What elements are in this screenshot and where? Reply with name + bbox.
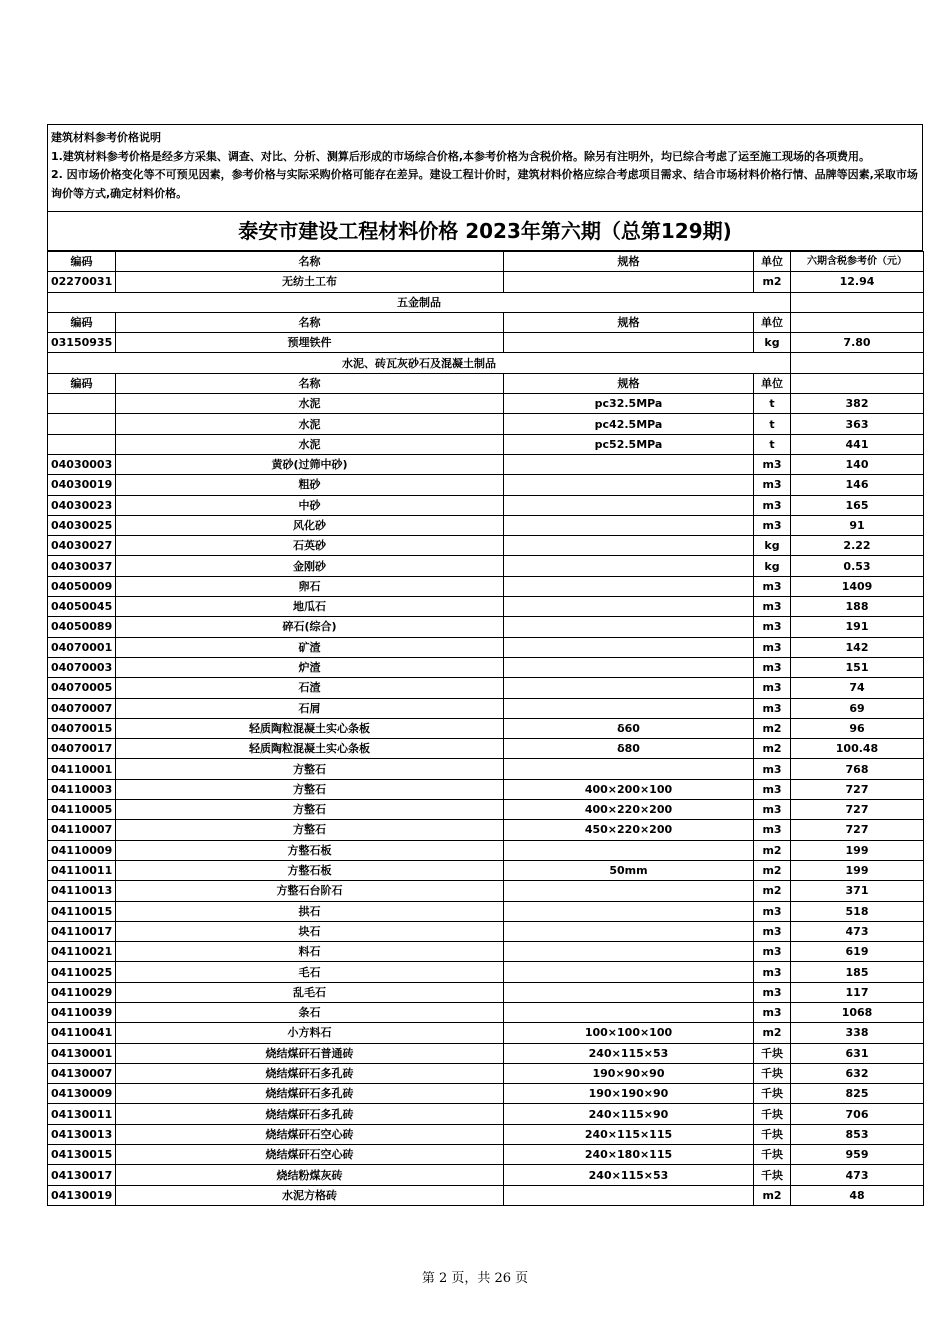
cell-code: 04110003 bbox=[48, 779, 116, 799]
cell-code: 04130015 bbox=[48, 1145, 116, 1165]
cell-name: 石英砂 bbox=[116, 536, 504, 556]
cell-price: 727 bbox=[791, 800, 924, 820]
cell-name: 毛石 bbox=[116, 962, 504, 982]
cell-unit: m2 bbox=[754, 881, 791, 901]
cell-spec: pc32.5MPa bbox=[504, 394, 754, 414]
cell-name: 石屑 bbox=[116, 698, 504, 718]
cell-unit: m3 bbox=[754, 982, 791, 1002]
table-row bbox=[48, 942, 924, 962]
table-row bbox=[48, 454, 924, 474]
table-row bbox=[48, 1002, 924, 1022]
cell-name: 方整石板 bbox=[116, 860, 504, 880]
cell-spec: 190×190×90 bbox=[504, 1084, 754, 1104]
table-row bbox=[48, 637, 924, 657]
table-row bbox=[48, 333, 924, 353]
cell-code: 04130017 bbox=[48, 1165, 116, 1185]
cell-unit: m3 bbox=[754, 779, 791, 799]
cell-price: 191 bbox=[791, 617, 924, 637]
cell-name: 方整石 bbox=[116, 759, 504, 779]
cell-price: 74 bbox=[791, 678, 924, 698]
cell-unit: m3 bbox=[754, 759, 791, 779]
table-row bbox=[48, 576, 924, 596]
cell-name: 烧结煤矸石多孔砖 bbox=[116, 1104, 504, 1124]
table-row bbox=[48, 1145, 924, 1165]
cell-unit: t bbox=[754, 434, 791, 454]
cell-spec bbox=[504, 617, 754, 637]
cell-unit: 千块 bbox=[754, 1104, 791, 1124]
notes-heading: 建筑材料参考价格说明 bbox=[51, 131, 161, 144]
cell-spec: pc42.5MPa bbox=[504, 414, 754, 434]
notes-block bbox=[47, 124, 923, 211]
table-row bbox=[48, 860, 924, 880]
cell-name: 料石 bbox=[116, 942, 504, 962]
cell-name: 预埋铁件 bbox=[116, 333, 504, 353]
cell-code: 04130019 bbox=[48, 1185, 116, 1205]
cell-code: 编码 bbox=[48, 373, 116, 393]
cell-unit: m3 bbox=[754, 495, 791, 515]
cell-unit: 单位 bbox=[754, 312, 791, 332]
cell-name: 水泥 bbox=[116, 414, 504, 434]
cell-name: 水泥方格砖 bbox=[116, 1185, 504, 1205]
cell-spec bbox=[504, 901, 754, 921]
cell-code: 04130007 bbox=[48, 1063, 116, 1083]
table-row bbox=[48, 779, 924, 799]
header-price: 六期含税参考价（元） bbox=[791, 252, 924, 272]
table-row bbox=[48, 495, 924, 515]
cell-unit: m2 bbox=[754, 272, 791, 292]
cell-price: 96 bbox=[791, 718, 924, 738]
cell-spec bbox=[504, 840, 754, 860]
cell-spec: 240×115×115 bbox=[504, 1124, 754, 1144]
cell-name: 烧结煤矸石空心砖 bbox=[116, 1124, 504, 1144]
cell-name: 条石 bbox=[116, 1002, 504, 1022]
cell-price: 151 bbox=[791, 657, 924, 677]
cell-price: 371 bbox=[791, 881, 924, 901]
cell-unit: m2 bbox=[754, 860, 791, 880]
cell-spec bbox=[504, 657, 754, 677]
cell-name: 轻质陶粒混凝土实心条板 bbox=[116, 718, 504, 738]
cell-price: 142 bbox=[791, 637, 924, 657]
price-table bbox=[47, 251, 924, 1206]
cell-unit: m3 bbox=[754, 820, 791, 840]
table-row bbox=[48, 556, 924, 576]
cell-spec bbox=[504, 759, 754, 779]
cell-unit: m3 bbox=[754, 921, 791, 941]
table-row bbox=[48, 921, 924, 941]
notes-line-2: 2. 因市场价格变化等不可预见因素，参考价格与实际采购价格可能存在差异。建设工程计价时，建筑材料价格应综合考虑项目需求、结合市场材料价格行情、品牌等因素,采取市场询价等方式,确定材料价格。 bbox=[51, 168, 918, 200]
section-row bbox=[48, 353, 924, 373]
table-body bbox=[48, 272, 924, 1206]
cell-price: 199 bbox=[791, 860, 924, 880]
cell-price: 632 bbox=[791, 1063, 924, 1083]
table-row bbox=[48, 962, 924, 982]
cell-code: 04070003 bbox=[48, 657, 116, 677]
table-row bbox=[48, 434, 924, 454]
cell-price: 7.80 bbox=[791, 333, 924, 353]
cell-price: 1409 bbox=[791, 576, 924, 596]
cell-code: 04110029 bbox=[48, 982, 116, 1002]
cell-price: 727 bbox=[791, 820, 924, 840]
cell-price: 199 bbox=[791, 840, 924, 860]
header-code: 编码 bbox=[48, 252, 116, 272]
cell-code bbox=[48, 394, 116, 414]
section-title: 水泥、砖瓦灰砂石及混凝土制品 bbox=[48, 353, 791, 373]
cell-price: 382 bbox=[791, 394, 924, 414]
cell-code bbox=[48, 414, 116, 434]
cell-price: 146 bbox=[791, 475, 924, 495]
cell-spec bbox=[504, 556, 754, 576]
cell-unit: 千块 bbox=[754, 1145, 791, 1165]
cell-price: 185 bbox=[791, 962, 924, 982]
cell-price: 100.48 bbox=[791, 739, 924, 759]
cell-code: 04070005 bbox=[48, 678, 116, 698]
cell-unit: m3 bbox=[754, 617, 791, 637]
table-row bbox=[48, 1084, 924, 1104]
cell-spec bbox=[504, 475, 754, 495]
cell-price: 338 bbox=[791, 1023, 924, 1043]
cell-spec: 400×220×200 bbox=[504, 800, 754, 820]
cell-name: 轻质陶粒混凝土实心条板 bbox=[116, 739, 504, 759]
cell-code: 04030003 bbox=[48, 454, 116, 474]
cell-price bbox=[791, 312, 924, 332]
cell-code: 04110001 bbox=[48, 759, 116, 779]
cell-spec: 240×115×53 bbox=[504, 1043, 754, 1063]
cell-code: 04110021 bbox=[48, 942, 116, 962]
cell-spec: 50mm bbox=[504, 860, 754, 880]
cell-code: 04110005 bbox=[48, 800, 116, 820]
cell-unit: t bbox=[754, 414, 791, 434]
table-row bbox=[48, 272, 924, 292]
cell-price: 706 bbox=[791, 1104, 924, 1124]
cell-price: 473 bbox=[791, 921, 924, 941]
table-row bbox=[48, 698, 924, 718]
cell-code: 04130011 bbox=[48, 1104, 116, 1124]
cell-spec bbox=[504, 1185, 754, 1205]
table-row bbox=[48, 414, 924, 434]
table-row bbox=[48, 1063, 924, 1083]
cell-unit: m2 bbox=[754, 840, 791, 860]
cell-unit: 千块 bbox=[754, 1124, 791, 1144]
cell-price: 853 bbox=[791, 1124, 924, 1144]
table-row bbox=[48, 1104, 924, 1124]
cell-name: 块石 bbox=[116, 921, 504, 941]
cell-name: 水泥 bbox=[116, 394, 504, 414]
cell-spec bbox=[504, 536, 754, 556]
cell-price: 825 bbox=[791, 1084, 924, 1104]
sheet-title: 泰安市建设工程材料价格 2023年第六期（总第129期) bbox=[47, 211, 923, 251]
cell-price: 91 bbox=[791, 515, 924, 535]
cell-price: 1068 bbox=[791, 1002, 924, 1022]
table-row bbox=[48, 718, 924, 738]
cell-spec bbox=[504, 678, 754, 698]
cell-code: 04030019 bbox=[48, 475, 116, 495]
cell-unit: m3 bbox=[754, 475, 791, 495]
section-row bbox=[48, 292, 924, 312]
cell-spec bbox=[504, 698, 754, 718]
cell-price: 2.22 bbox=[791, 536, 924, 556]
cell-name: 烧结粉煤灰砖 bbox=[116, 1165, 504, 1185]
cell-unit: 千块 bbox=[754, 1043, 791, 1063]
cell-price: 518 bbox=[791, 901, 924, 921]
page-footer: 第 2 页，共 26 页 bbox=[421, 1271, 529, 1286]
cell-unit: m3 bbox=[754, 637, 791, 657]
cell-code: 04130009 bbox=[48, 1084, 116, 1104]
cell-code: 04050045 bbox=[48, 597, 116, 617]
cell-code bbox=[48, 434, 116, 454]
cell-name: 风化砂 bbox=[116, 515, 504, 535]
table-row bbox=[48, 475, 924, 495]
cell-code: 04110011 bbox=[48, 860, 116, 880]
table-row bbox=[48, 1124, 924, 1144]
cell-name: 名称 bbox=[116, 312, 504, 332]
cell-price: 768 bbox=[791, 759, 924, 779]
cell-name: 金刚砂 bbox=[116, 556, 504, 576]
cell-price: 473 bbox=[791, 1165, 924, 1185]
cell-spec: δ80 bbox=[504, 739, 754, 759]
cell-name: 地瓜石 bbox=[116, 597, 504, 617]
cell-name: 烧结煤矸石多孔砖 bbox=[116, 1084, 504, 1104]
table-row bbox=[48, 759, 924, 779]
table-row bbox=[48, 982, 924, 1002]
table-row bbox=[48, 1023, 924, 1043]
cell-unit: m3 bbox=[754, 1002, 791, 1022]
cell-spec: pc52.5MPa bbox=[504, 434, 754, 454]
cell-name: 方整石 bbox=[116, 820, 504, 840]
cell-name: 卵石 bbox=[116, 576, 504, 596]
cell-unit: m3 bbox=[754, 454, 791, 474]
cell-spec: 240×115×90 bbox=[504, 1104, 754, 1124]
cell-code: 04130013 bbox=[48, 1124, 116, 1144]
cell-unit: kg bbox=[754, 556, 791, 576]
cell-code: 03150935 bbox=[48, 333, 116, 353]
table-row bbox=[48, 617, 924, 637]
cell-price: 140 bbox=[791, 454, 924, 474]
cell-unit: m2 bbox=[754, 1023, 791, 1043]
table-row bbox=[48, 820, 924, 840]
table-row bbox=[48, 1043, 924, 1063]
cell-unit: m2 bbox=[754, 1185, 791, 1205]
table-row bbox=[48, 739, 924, 759]
cell-code: 04110039 bbox=[48, 1002, 116, 1022]
cell-spec: 240×180×115 bbox=[504, 1145, 754, 1165]
cell-unit: m2 bbox=[754, 718, 791, 738]
cell-name: 名称 bbox=[116, 373, 504, 393]
cell-name: 小方料石 bbox=[116, 1023, 504, 1043]
table-row bbox=[48, 597, 924, 617]
table-row bbox=[48, 657, 924, 677]
cell-unit: m3 bbox=[754, 657, 791, 677]
cell-code: 04070015 bbox=[48, 718, 116, 738]
cell-spec bbox=[504, 272, 754, 292]
cell-spec bbox=[504, 495, 754, 515]
cell-spec: δ60 bbox=[504, 718, 754, 738]
cell-spec: 450×220×200 bbox=[504, 820, 754, 840]
cell-code: 04030023 bbox=[48, 495, 116, 515]
cell-spec bbox=[504, 982, 754, 1002]
cell-spec: 规格 bbox=[504, 312, 754, 332]
cell-name: 石渣 bbox=[116, 678, 504, 698]
cell-unit: kg bbox=[754, 536, 791, 556]
cell-spec: 100×100×100 bbox=[504, 1023, 754, 1043]
cell-price: 631 bbox=[791, 1043, 924, 1063]
table-row bbox=[48, 901, 924, 921]
cell-spec bbox=[504, 942, 754, 962]
cell-name: 黄砂(过筛中砂) bbox=[116, 454, 504, 474]
table-row bbox=[48, 1185, 924, 1205]
cell-price: 959 bbox=[791, 1145, 924, 1165]
cell-spec bbox=[504, 637, 754, 657]
table-row bbox=[48, 840, 924, 860]
cell-code: 04050089 bbox=[48, 617, 116, 637]
cell-price: 727 bbox=[791, 779, 924, 799]
section-blank-cell bbox=[791, 292, 924, 312]
cell-code: 04110017 bbox=[48, 921, 116, 941]
table-header-row bbox=[48, 252, 924, 272]
cell-name: 烧结煤矸石普通砖 bbox=[116, 1043, 504, 1063]
table-row bbox=[48, 515, 924, 535]
table-row bbox=[48, 312, 924, 332]
notes-line-1: 1.建筑材料参考价格是经多方采集、调查、对比、分析、测算后形成的市场综合价格,本参考价格为含税价格。除另有注明外，均已综合考虑了运至施工现场的各项费用。 bbox=[51, 149, 871, 163]
cell-spec bbox=[504, 576, 754, 596]
section-blank-cell bbox=[791, 353, 924, 373]
table-row bbox=[48, 800, 924, 820]
cell-price: 441 bbox=[791, 434, 924, 454]
cell-unit: m3 bbox=[754, 901, 791, 921]
cell-spec bbox=[504, 333, 754, 353]
header-spec: 规格 bbox=[504, 252, 754, 272]
cell-code: 02270031 bbox=[48, 272, 116, 292]
cell-unit: m3 bbox=[754, 942, 791, 962]
cell-price: 363 bbox=[791, 414, 924, 434]
cell-name: 乱毛石 bbox=[116, 982, 504, 1002]
cell-name: 方整石 bbox=[116, 800, 504, 820]
cell-spec bbox=[504, 881, 754, 901]
cell-spec: 240×115×53 bbox=[504, 1165, 754, 1185]
cell-code: 04030025 bbox=[48, 515, 116, 535]
cell-price: 619 bbox=[791, 942, 924, 962]
cell-spec bbox=[504, 921, 754, 941]
cell-name: 炉渣 bbox=[116, 657, 504, 677]
header-name: 名称 bbox=[116, 252, 504, 272]
cell-unit: t bbox=[754, 394, 791, 414]
cell-spec bbox=[504, 962, 754, 982]
price-sheet bbox=[47, 124, 923, 1206]
table-row bbox=[48, 678, 924, 698]
cell-code: 04110009 bbox=[48, 840, 116, 860]
cell-code: 04050009 bbox=[48, 576, 116, 596]
cell-code: 编码 bbox=[48, 312, 116, 332]
cell-unit: 千块 bbox=[754, 1165, 791, 1185]
cell-code: 04110041 bbox=[48, 1023, 116, 1043]
section-title: 五金制品 bbox=[48, 292, 791, 312]
cell-code: 04110013 bbox=[48, 881, 116, 901]
table-row bbox=[48, 373, 924, 393]
cell-name: 无纺土工布 bbox=[116, 272, 504, 292]
cell-unit: m3 bbox=[754, 515, 791, 535]
cell-name: 方整石 bbox=[116, 779, 504, 799]
cell-name: 烧结煤矸石空心砖 bbox=[116, 1145, 504, 1165]
cell-name: 碎石(综合) bbox=[116, 617, 504, 637]
table-row bbox=[48, 536, 924, 556]
cell-name: 方整石台阶石 bbox=[116, 881, 504, 901]
cell-code: 04070007 bbox=[48, 698, 116, 718]
table-row bbox=[48, 881, 924, 901]
cell-price: 117 bbox=[791, 982, 924, 1002]
cell-spec bbox=[504, 1002, 754, 1022]
cell-name: 中砂 bbox=[116, 495, 504, 515]
cell-price: 0.53 bbox=[791, 556, 924, 576]
cell-code: 04130001 bbox=[48, 1043, 116, 1063]
cell-unit: m3 bbox=[754, 800, 791, 820]
cell-unit: 千块 bbox=[754, 1084, 791, 1104]
cell-code: 04070001 bbox=[48, 637, 116, 657]
cell-name: 矿渣 bbox=[116, 637, 504, 657]
cell-spec: 190×90×90 bbox=[504, 1063, 754, 1083]
cell-unit: 千块 bbox=[754, 1063, 791, 1083]
cell-unit: kg bbox=[754, 333, 791, 353]
cell-spec bbox=[504, 597, 754, 617]
cell-code: 04110015 bbox=[48, 901, 116, 921]
cell-code: 04110025 bbox=[48, 962, 116, 982]
cell-name: 粗砂 bbox=[116, 475, 504, 495]
cell-price bbox=[791, 373, 924, 393]
cell-unit: 单位 bbox=[754, 373, 791, 393]
cell-unit: m3 bbox=[754, 678, 791, 698]
table-row bbox=[48, 394, 924, 414]
cell-code: 04030027 bbox=[48, 536, 116, 556]
cell-price: 69 bbox=[791, 698, 924, 718]
cell-unit: m2 bbox=[754, 739, 791, 759]
cell-code: 04030037 bbox=[48, 556, 116, 576]
cell-code: 04110007 bbox=[48, 820, 116, 840]
cell-name: 拱石 bbox=[116, 901, 504, 921]
cell-unit: m3 bbox=[754, 698, 791, 718]
cell-spec: 规格 bbox=[504, 373, 754, 393]
cell-unit: m3 bbox=[754, 962, 791, 982]
table-row bbox=[48, 1165, 924, 1185]
cell-price: 188 bbox=[791, 597, 924, 617]
cell-unit: m3 bbox=[754, 576, 791, 596]
cell-name: 烧结煤矸石多孔砖 bbox=[116, 1063, 504, 1083]
cell-price: 48 bbox=[791, 1185, 924, 1205]
cell-code: 04070017 bbox=[48, 739, 116, 759]
cell-spec bbox=[504, 454, 754, 474]
cell-price: 165 bbox=[791, 495, 924, 515]
cell-unit: m3 bbox=[754, 597, 791, 617]
cell-spec bbox=[504, 515, 754, 535]
cell-price: 12.94 bbox=[791, 272, 924, 292]
cell-name: 方整石板 bbox=[116, 840, 504, 860]
cell-name: 水泥 bbox=[116, 434, 504, 454]
cell-spec: 400×200×100 bbox=[504, 779, 754, 799]
header-unit: 单位 bbox=[754, 252, 791, 272]
